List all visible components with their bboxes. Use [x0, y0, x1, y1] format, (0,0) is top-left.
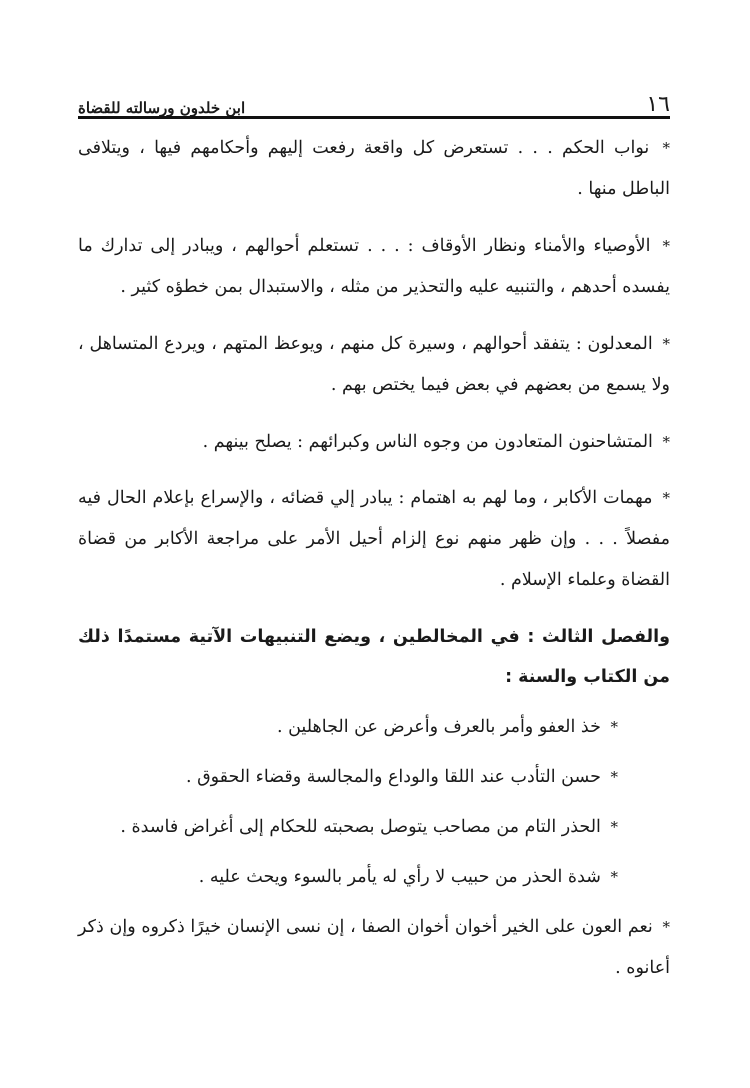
bullet-star-icon: *: [610, 818, 618, 836]
book-page: [78, 0, 670, 1088]
bullet-star-icon: *: [610, 868, 618, 886]
maxim-4: [78, 857, 670, 898]
bullet-star-icon: *: [662, 489, 670, 507]
paragraph-deputies: [78, 128, 670, 210]
maxim-2: [78, 757, 670, 798]
maxim-text: شدة الحذر من حبيب لا رأي له يأمر بالسوء ويحث عليه .: [198, 867, 601, 887]
paragraph-notables: [78, 478, 670, 601]
maxim-text: حسن التأدب عند اللقا والوداع والمجالسة وقضاء الحقوق .: [185, 767, 601, 787]
bullet-star-icon: *: [662, 335, 670, 353]
bullet-star-icon: *: [662, 433, 670, 451]
paragraph-text: المتشاحنون المتعادون من وجوه الناس وكبرائهم : يصلح بينهم .: [202, 432, 653, 452]
page-body: [78, 128, 670, 1005]
bullet-star-icon: *: [662, 918, 670, 936]
page-header: [78, 84, 670, 116]
paragraph-witnesses: [78, 324, 670, 406]
paragraph-brethren: [78, 907, 670, 989]
bullet-star-icon: *: [610, 768, 618, 786]
maxim-text: الحذر التام من مصاحب يتوصل بصحبته للحكام إلى أغراض فاسدة .: [120, 817, 601, 837]
bullet-star-icon: *: [662, 139, 670, 157]
maxim-text: خذ العفو وأمر بالعرف وأعرض عن الجاهلين .: [276, 717, 601, 737]
running-title: ابن خلدون ورسالته للقضاة: [78, 99, 246, 117]
paragraph-text: المعدلون : يتفقد أحوالهم ، وسيرة كل منهم ، ويوعظ المتهم ، ويردع المتساهل ، ولا يسمع من بعضهم في بعض فيما يختص بهم .: [78, 334, 670, 395]
paragraph-disputants: [78, 422, 670, 463]
bullet-star-icon: *: [610, 718, 618, 736]
bullet-star-icon: *: [662, 237, 670, 255]
paragraph-text: الأوصياء والأمناء ونظار الأوقاف : . . . تستعلم أحوالهم ، ويبادر إلى تدارك ما يفسده أحدهم ، والتنبيه عليه والتحذير من مثله ، والاستبدال بمن خطؤه كثير .: [78, 236, 670, 297]
chapter-heading: [78, 617, 670, 697]
paragraph-text: نواب الحكم . . . تستعرض كل واقعة رفعت إليهم وأحكامهم فيها ، ويتلافى الباطل منها .: [78, 138, 670, 199]
paragraph-text: مهمات الأكابر ، وما لهم به اهتمام : يبادر إلي قضائه ، والإسراع بإعلام الحال فيه مفصلاً . . . وإن ظهر منهم نوع إلزام أحيل الأمر على مراجعة الأكابر من قضاة القضاة وعلماء الإسلام .: [78, 488, 670, 590]
maxim-1: [78, 707, 670, 748]
header-rule: [78, 116, 670, 119]
chapter-lead: والفصل الثالث : في المخالطين ، ويضع التنبيهات الآتية مستمدًا ذلك من الكتاب والسنة :: [78, 627, 670, 687]
maxim-3: [78, 807, 670, 848]
paragraph-guardians: [78, 226, 670, 308]
paragraph-text: نعم العون على الخير أخوان أخوان الصفا ، إن نسى الإنسان خيرًا ذكروه وإن ذكر أعانوه .: [78, 917, 670, 978]
page-number: ١٦: [646, 92, 670, 117]
